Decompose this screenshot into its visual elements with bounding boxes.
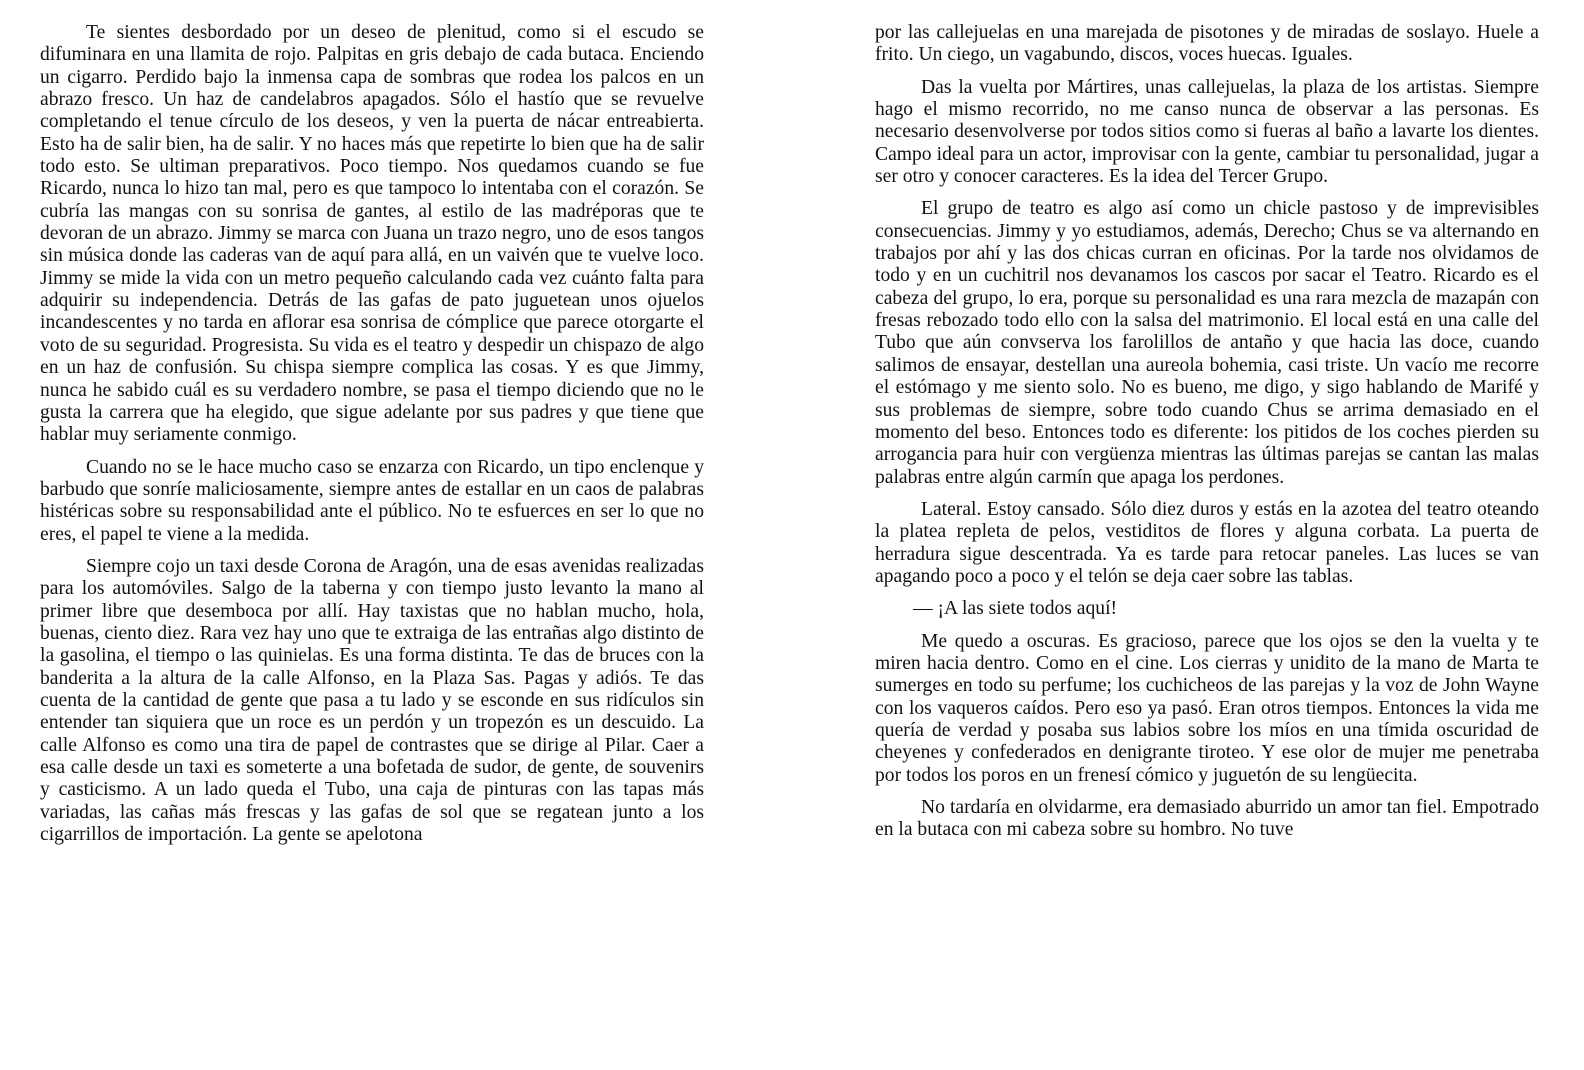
paragraph-continued: por las callejuelas en una marejada de pisotones y de miradas de soslayo. Huele a frito. Un ciego, un vagabundo, discos, voces huecas. Iguales. [875,22,1539,66]
paragraph: Me quedo a oscuras. Es gracioso, parece que los ojos se den la vuelta y te miren hacia dentro. Como en el cine. Los cierras y unidito de la mano de Marta te sumerges en todo su perfume; los cuchicheos de las parejas y la voz de John Wayne con los vaqueros caídos. Pero eso ya pasó. Eran otros tiempos. Entonces la vida me quería de verdad y posaba sus labios sobre los míos en una tímida oscuridad de cheyenes y confederados en denigrante tiroteo. Y ese olor de mujer me penetraba por todos los poros en un frenesí cómico y juguetón de su lengüecita. [875,630,1539,786]
paragraph: Das la vuelta por Mártires, unas callejuelas, la plaza de los artistas. Siempre hago el mismo recorrido, no me canso nunca de observar a las personas. Es necesario desenvolverse por todos sitios como si fueras al baño a lavarte los dientes. Campo ideal para un actor, improvisar con la gente, cambiar tu personalidad, jugar a ser otro y conocer caracteres. Es la idea del Tercer Grupo. [875,76,1539,188]
dialogue-line: — ¡A las siete todos aquí! [913,598,1118,620]
paragraph: Cuando no se le hace mucho caso se enzarza con Ricardo, un tipo enclenque y barbudo que sonríe maliciosamente, siempre antes de estallar en un caos de palabras histéricas sobre su responsabilidad ante el público. No te esfuerces en ser lo que no eres, el papel te viene a la medida. [40,456,704,545]
paragraph: No tardaría en olvidarme, era demasiado aburrido un amor tan fiel. Empotrado en la butaca con mi cabeza sobre su hombro. No tuve [875,797,1539,841]
paragraph: Te sientes desbordado por un deseo de plenitud, como si el escudo se difuminara en una llamita de rojo. Palpitas en gris debajo de cada butaca. Enciendo un cigarro. Perdido bajo la inmensa capa de sombras que rodea los palcos en un abrazo fresco. Un haz de candelabros apagados. Sólo el hastío que se revuelve completando el tenue círculo de los deseos, y ven la puerta de nácar entreabierta. Esto ha de salir bien, ha de salir. Y no haces más que repetirte lo bien que ha de salir todo esto. Se ultiman preparativos. Poco tiempo. Nos quedamos cuando se fue Ricardo, nunca lo hizo tan mal, pero es que tampoco lo intentaba con el corazón. Se cubría las mangas con su sonrisa de gantes, al estilo de las madréporas que te devoran de un abrazo. Jimmy se marca con Juana un trazo negro, uno de esos tangos sin música donde las caderas van de aquí para allá, en un vaivén que te vuelve loco. Jimmy se mide la vida con un metro pequeño calculando cada vez cuánto falta para adquirir su independencia. Detrás de las gafas de pato juguetean unos ojuelos incandescentes y no tarda en aflorar esa sonrisa de cómplice que parece otorgarte el voto de su seguridad. Progresista. Su vida es el teatro y despedir un chispazo de algo en un haz de confusión. Su chispa siempre complica las cosas. Y es que Jimmy, nunca he sabido cuál es su verdadero nombre, se pasa el tiempo diciendo que no le gusta la carrera que ha elegido, que sigue adelante por sus padres y que tiene que hablar muy seriamente conmigo. [40,22,704,446]
paragraph: El grupo de teatro es algo así como un chicle pastoso y de imprevisibles consecuencias. Jimmy y yo estudiamos, además, Derecho; Chus se va alternando en trabajos por ahí y las dos chicas curran en oficinas. Por la tarde nos olvidamos de todo y en un cuchitril nos devanamos los cascos por sacar el Teatro. Ricardo es el cabeza del grupo, lo era, porque su personalidad es una rara mezcla de mazapán con fresas rebozado todo ello con la salsa del matrimonio. El local está en una calle del Tubo que aún convserva los farolillos de antaño y que hacia las doce, cuando salimos de ensayar, destellan una aureola bohemia, casi triste. Un vacío me recorre el estómago y me siento solo. No es bueno, me digo, y sigo hablando de Marifé y sus problemas de siempre, sobre todo cuando Chus se arrima demasiado en el momento del beso. Entonces todo es diferente: los pitidos de los coches pierden su arrogancia para huir con vergüenza mientras las últimas parejas se cantan las malas palabras entre algún carmín que apaga los perdones. [875,198,1539,488]
paragraph: Lateral. Estoy cansado. Sólo diez duros y estás en la azotea del teatro oteando la platea repleta de pelos, vestiditos de flores y alguna corbata. La puerta de herradura sigue descentrada. Ya es tarde para retocar paneles. Las luces se van apagando poco a poco y el telón se deja caer sobre las tablas. [875,498,1539,587]
left-page [40,22,704,1062]
right-page [875,22,1539,1062]
paragraph: Siempre cojo un taxi desde Corona de Aragón, una de esas avenidas realizadas para los automóviles. Salgo de la taberna y con tiempo justo levanto la mano al primer libre que desemboca por allí. Hay taxistas que no hablan mucho, hola, buenas, ciento diez. Rara vez hay uno que te extraiga de las entrañas algo distinto de la gasolina, el tiempo o las quinielas. Es una forma distinta. Te das de bruces con la banderita a la altura de la calle Alfonso, en la Plaza Sas. Pagas y adiós. Te das cuenta de la cantidad de gente que pasa a tu lado y se esconde en sus ridículos sin entender tan siquiera que un roce es un perdón y un tropezón es un descuido. La calle Alfonso es como una tira de papel de contrastes que se dirige al Pilar. Caer a esa calle desde un taxi es someterte a una bofetada de sudor, de gente, de souvenirs y casticismo. A un lado queda el Tubo, una caja de pinturas con las tapas más variadas, las cañas más frescas y las gafas de sol que se regatean junto a los cigarrillos de importación. La gente se apelotona [40,555,704,846]
